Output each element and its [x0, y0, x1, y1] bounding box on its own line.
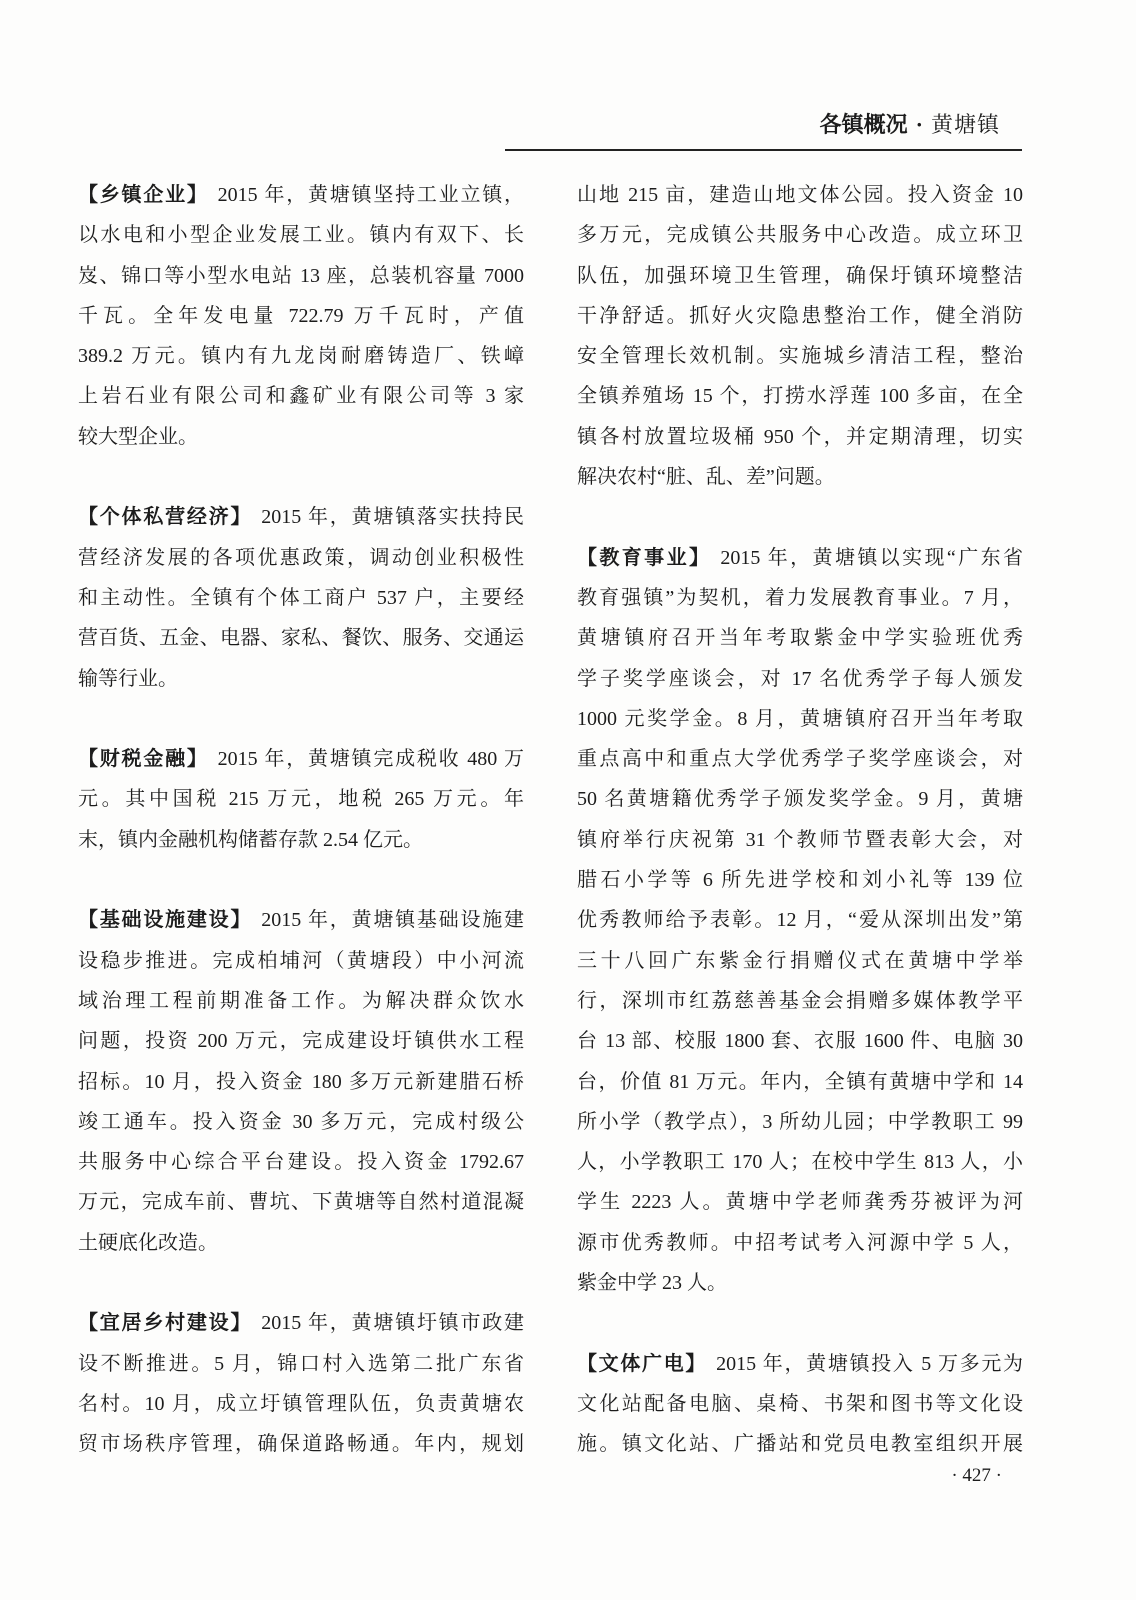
section-heading: 【乡镇企业】 [78, 184, 209, 206]
text-line: 土硬底化改造。 [78, 1231, 218, 1254]
text-line: 所小学（教学点），3 所幼儿园；中学教职工 99 [577, 1110, 1023, 1133]
text-line: 千瓦。全年发电量 722.79 万千瓦时，产值 [78, 304, 524, 327]
section-infrastructure [78, 900, 524, 1263]
text-line: 多万元，完成镇公共服务中心改造。成立环卫 [577, 224, 1023, 247]
line-text: 2015 年，黄塘镇投入 5 万多元为 [716, 1352, 1024, 1375]
text-line: 贸市场秩序管理，确保道路畅通。年内，规划 [78, 1433, 524, 1456]
left-column [78, 175, 524, 1465]
section-heading: 【教育事业】 [577, 546, 712, 569]
text-line [78, 497, 524, 537]
line-text: 2015 年，黄塘镇基础设施建 [261, 909, 525, 932]
line-text: 2015 年，黄塘镇以实现“广东省 [720, 546, 1023, 569]
text-line: 名村。10 月，成立圩镇管理队伍，负责黄塘农 [78, 1392, 524, 1415]
text-line: 389.2 万元。镇内有九龙岗耐磨铸造厂、铁嶂 [78, 345, 524, 368]
section-education [577, 538, 1023, 1304]
text-line [577, 538, 1023, 578]
text-line: 招标。10 月，投入资金 180 多万元新建腊石桥 [78, 1070, 524, 1093]
text-line: 和主动性。全镇有个体工商户 537 户，主要经 [78, 586, 524, 609]
running-header [505, 108, 1000, 142]
text-line: 三十八回广东紫金行捐赠仪式在黄塘中学举 [577, 949, 1023, 972]
page-number: · 427 · [951, 1465, 1002, 1486]
text-line: 山地 215 亩，建造山地文体公园。投入资金 10 [577, 184, 1023, 206]
section-heading: 【宜居乡村建设】 [78, 1312, 253, 1335]
text-line: 以水电和小型企业发展工业。镇内有双下、长 [78, 224, 524, 247]
text-line: 队伍，加强环境卫生管理，确保圩镇环境整洁 [577, 264, 1023, 287]
text-line: 行，深圳市红荔慈善基金会捐赠多媒体教学平 [577, 989, 1023, 1012]
section-heading: 【个体私营经济】 [78, 506, 253, 529]
text-line: 人，小学教职工 170 人；在校中学生 813 人，小 [577, 1151, 1023, 1174]
text-line: 50 名黄塘籍优秀学子颁发奖学金。9 月，黄塘 [577, 788, 1023, 811]
section-private-economy [78, 497, 524, 698]
text-line: 设不断推进。5 月，锦口村入选第二批广东省 [78, 1352, 524, 1375]
text-line: 岌、锦口等小型水电站 13 座，总装机容量 7000 [78, 264, 524, 287]
text-line: 源市优秀教师。中招考试考入河源中学 5 人， [577, 1231, 1023, 1254]
line-text: 2015 年，黄塘镇落实扶持民 [261, 506, 525, 529]
text-line: 元。其中国税 215 万元，地税 265 万元。年 [78, 788, 524, 811]
line-text: 2015 年，黄塘镇完成税收 480 万 [217, 748, 525, 771]
text-line: 问题，投资 200 万元，完成建设圩镇供水工程 [78, 1030, 524, 1053]
text-line: 镇府举行庆祝第 31 个教师节暨表彰大会，对 [577, 828, 1023, 851]
text-line: 输等行业。 [78, 667, 178, 690]
section-heading: 【基础设施建设】 [78, 909, 253, 932]
text-line: 域治理工程前期准备工作。为解决群众饮水 [78, 989, 524, 1012]
text-line: 干净舒适。抓好火灾隐患整治工作，健全消防 [577, 304, 1023, 327]
text-line: 黄塘镇府召开当年考取紫金中学实验班优秀 [577, 627, 1023, 650]
text-line: 台 13 部、校服 1800 套、衣服 1600 件、电脑 30 [577, 1030, 1023, 1053]
text-line: 优秀教师给予表彰。12 月，“爱从深圳出发”第 [577, 909, 1023, 932]
text-line: 学子奖学座谈会，对 17 名优秀学子每人颁发 [577, 667, 1023, 690]
text-line: 教育强镇”为契机，着力发展教育事业。7 月， [577, 586, 1023, 609]
section-heading: 【财税金融】 [78, 748, 209, 771]
section-township-enterprises [78, 175, 524, 457]
text-line [78, 900, 524, 940]
text-line: 1000 元奖学金。8 月，黄塘镇府召开当年考取 [577, 707, 1023, 730]
section-finance-tax [78, 739, 524, 860]
text-line: 腊石小学等 6 所先进学校和刘小礼等 139 位 [577, 869, 1023, 892]
text-line: 上岩石业有限公司和鑫矿业有限公司等 3 家 [78, 385, 524, 408]
header-category: 各镇概况 [819, 112, 908, 137]
section-culture-broadcasting [577, 1344, 1023, 1465]
text-line: 较大型企业。 [78, 425, 198, 448]
text-line: 台，价值 81 万元。年内，全镇有黄塘中学和 14 [577, 1070, 1023, 1093]
text-line: 末，镇内金融机构储蓄存款 2.54 亿元。 [78, 828, 423, 851]
text-line: 重点高中和重点大学优秀学子奖学座谈会，对 [577, 748, 1023, 771]
text-line [78, 175, 524, 215]
text-line: 营百货、五金、电器、家私、餐饮、服务、交通运 [78, 627, 524, 650]
text-line: 安全管理长效机制。实施城乡清洁工程，整治 [577, 345, 1023, 368]
section-livable-village [78, 1303, 524, 1464]
text-line: 学生 2223 人。黄塘中学老师龚秀芬被评为河 [577, 1191, 1023, 1214]
text-line: 文化站配备电脑、桌椅、书架和图书等文化设 [577, 1392, 1023, 1415]
text-line: 营经济发展的各项优惠政策，调动创业积极性 [78, 546, 524, 569]
text-line [78, 739, 524, 779]
line-text: 2015 年，黄塘镇坚持工业立镇， [217, 184, 525, 206]
text-line [78, 1303, 524, 1343]
text-line: 施。镇文化站、广播站和党员电教室组织开展 [577, 1433, 1023, 1456]
text-line: 竣工通车。投入资金 30 多万元，完成村级公 [78, 1110, 524, 1133]
line-text: 2015 年，黄塘镇圩镇市政建 [261, 1312, 525, 1335]
header-separator: · [915, 112, 923, 137]
text-line: 共服务中心综合平台建设。投入资金 1792.67 [78, 1151, 524, 1174]
section-livable-village-continued [577, 175, 1023, 497]
section-heading: 【文体广电】 [577, 1352, 708, 1375]
text-line: 镇各村放置垃圾桶 950 个，并定期清理，切实 [577, 425, 1023, 448]
text-line: 万元，完成车前、曹坑、下黄塘等自然村道混凝 [78, 1191, 524, 1214]
text-line: 设稳步推进。完成柏埔河（黄塘段）中小河流 [78, 949, 524, 972]
text-line: 解决农村“脏、乱、差”问题。 [577, 466, 835, 489]
header-town: 黄塘镇 [930, 112, 1000, 137]
text-line [577, 1344, 1023, 1384]
text-line: 紫金中学 23 人。 [577, 1272, 727, 1295]
text-line: 全镇养殖场 15 个，打捞水浮莲 100 多亩，在全 [577, 385, 1023, 408]
right-column [577, 175, 1023, 1465]
header-rule [505, 149, 1022, 151]
